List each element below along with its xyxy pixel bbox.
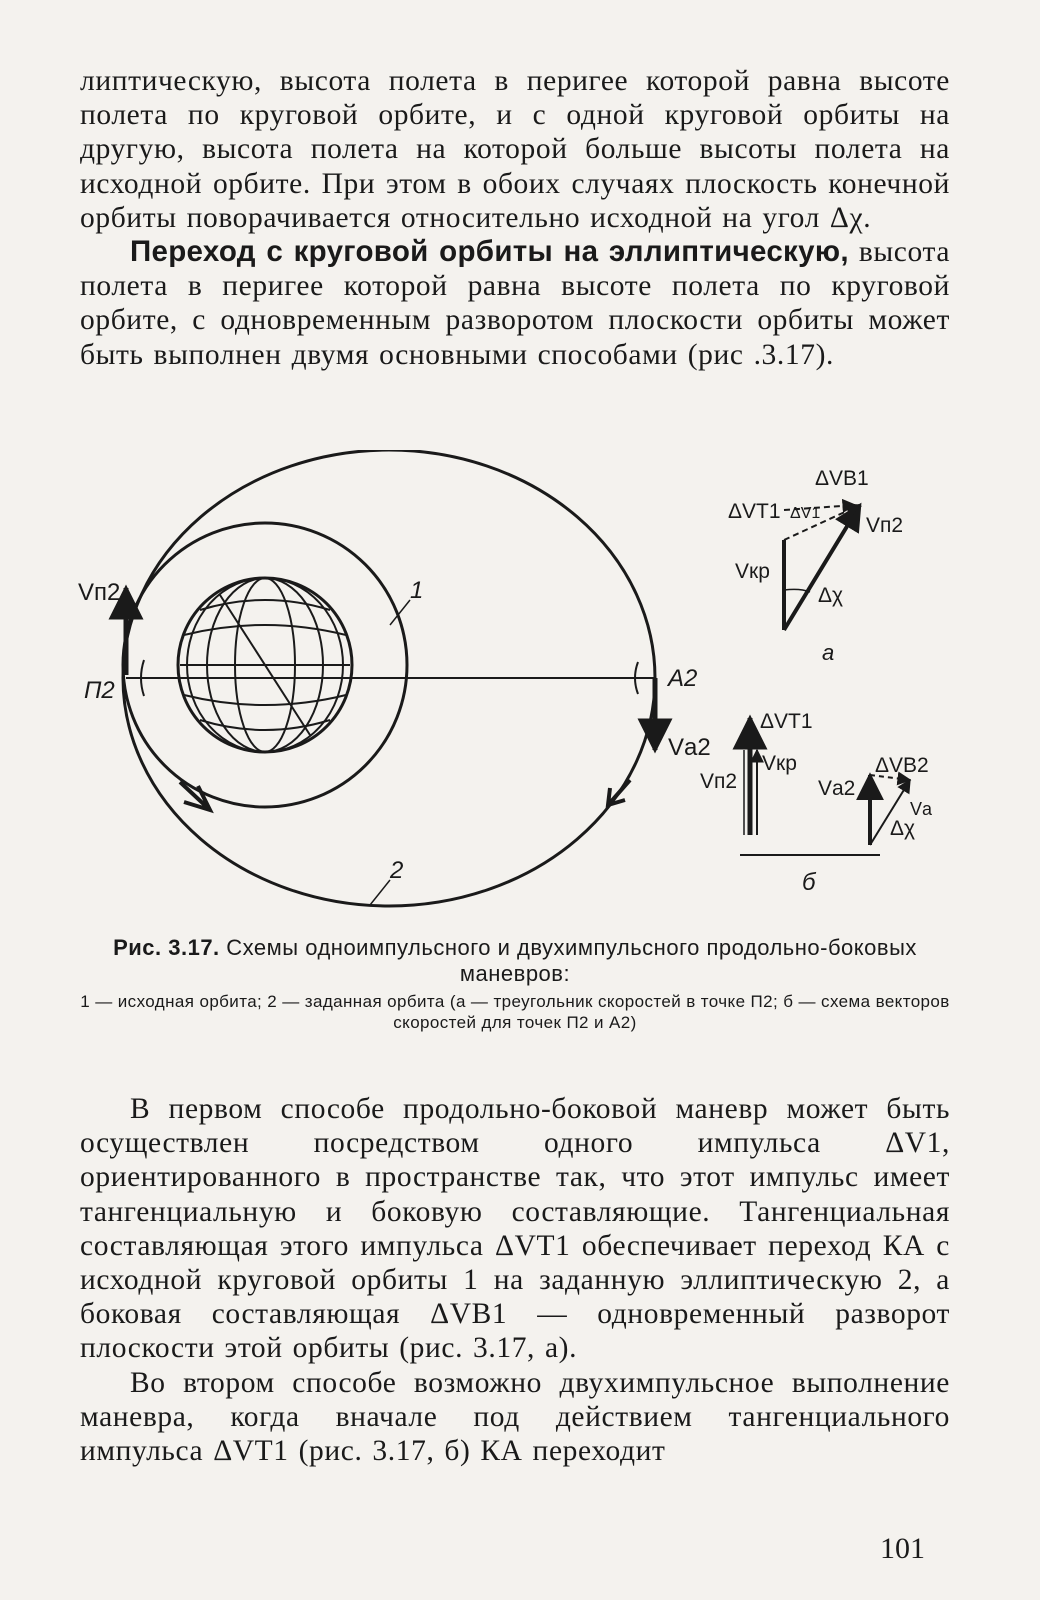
page-number: 101 [880, 1532, 925, 1565]
velocity-triangle-a [728, 467, 903, 665]
label-va2-left: Vа2 [668, 734, 711, 761]
label-tag-a: а [822, 640, 835, 665]
velocity-scheme-b [700, 710, 933, 896]
caption-label: Рис. 3.17. [113, 935, 220, 960]
label-dv1: ΔV1 [790, 505, 821, 522]
paragraph-1: липтическую, высота полета в перигее которой равна высоте полета по круговой орбите, и с одной круговой орбиты на другую, высота полета на которой больше высоты полета на исходной орбите. При этом в обоих случаях плоскость конечной орбиты поворачивается относительно исходной на угол Δχ. [80, 65, 950, 234]
paragraph-2-heading: Переход с круговой орбиты на эллиптическую, [130, 235, 849, 269]
label-va-b: Vа [910, 799, 933, 819]
orbit-direction-arrow-left [180, 782, 210, 810]
label-tag-b: б [802, 869, 816, 896]
orbit-direction-arrow-right [608, 780, 630, 805]
figure-3-17 [60, 450, 960, 930]
label-vkr-a: Vкр [735, 560, 770, 583]
paragraph-2 [80, 235, 950, 372]
figure-caption [80, 935, 950, 1033]
orbit-diagram [60, 450, 960, 930]
label-dvt1-a: ΔVТ1 [728, 500, 781, 523]
label-orbit-2: 2 [390, 857, 404, 884]
label-vp2-left: Vп2 [78, 579, 121, 606]
page-body-continued [80, 1092, 950, 1468]
label-dchi-a: Δχ [818, 584, 844, 607]
label-dvb2: ΔVВ2 [875, 754, 929, 777]
paragraph-2-text: высота полета в перигее которой равна высоте полета по круговой орбите, с одновременным разворотом плоскости орбиты может быть выполнен двумя основными способами (рис .3.17). [80, 236, 951, 371]
paragraph-4: Во втором способе возможно двухимпульсное выполнение маневра, когда вначале под действием тангенциального импульса ΔVТ1 (рис. 3.17, б) КА переходит [80, 1366, 950, 1468]
earth-globe-icon [178, 578, 352, 752]
label-p2: П2 [84, 677, 115, 704]
paragraph-3: В первом способе продольно-боковой маневр может быть осуществлен посредством одного импульса ΔV1, ориентированного в пространстве так, что этот импульс имеет тангенциальную и боковую составляющие. Тангенциальная составляющая этого импульса ΔVТ1 обеспечивает переход КА с исходной круговой орбиты 1 на заданную эллиптическую 2, а боковая составляющая ΔVВ1 — одновременный разворот плоскости этой орбиты (рис. 3.17, а). [80, 1093, 950, 1365]
label-va2-b: Vа2 [818, 777, 856, 800]
caption-legend: 1 — исходная орбита; 2 — заданная орбита (а — треугольник скоростей в точке П2; б — схема векторов скоростей для точек П2 и А2) [80, 992, 950, 1032]
page-body [80, 64, 950, 372]
label-a2: А2 [668, 665, 698, 692]
label-vp2-a: Vп2 [866, 514, 904, 537]
label-dvt1-b: ΔVТ1 [760, 710, 813, 733]
caption-title: Схемы одноимпульсного и двухимпульсного продольно-боковых маневров: [219, 935, 917, 986]
label-vkr-b: Vкр [762, 752, 797, 775]
label-dvb1: ΔVВ1 [815, 467, 869, 490]
label-dchi-b: Δχ [890, 817, 916, 840]
label-orbit-1: 1 [410, 577, 424, 604]
label-vp2-b: Vп2 [700, 770, 738, 793]
